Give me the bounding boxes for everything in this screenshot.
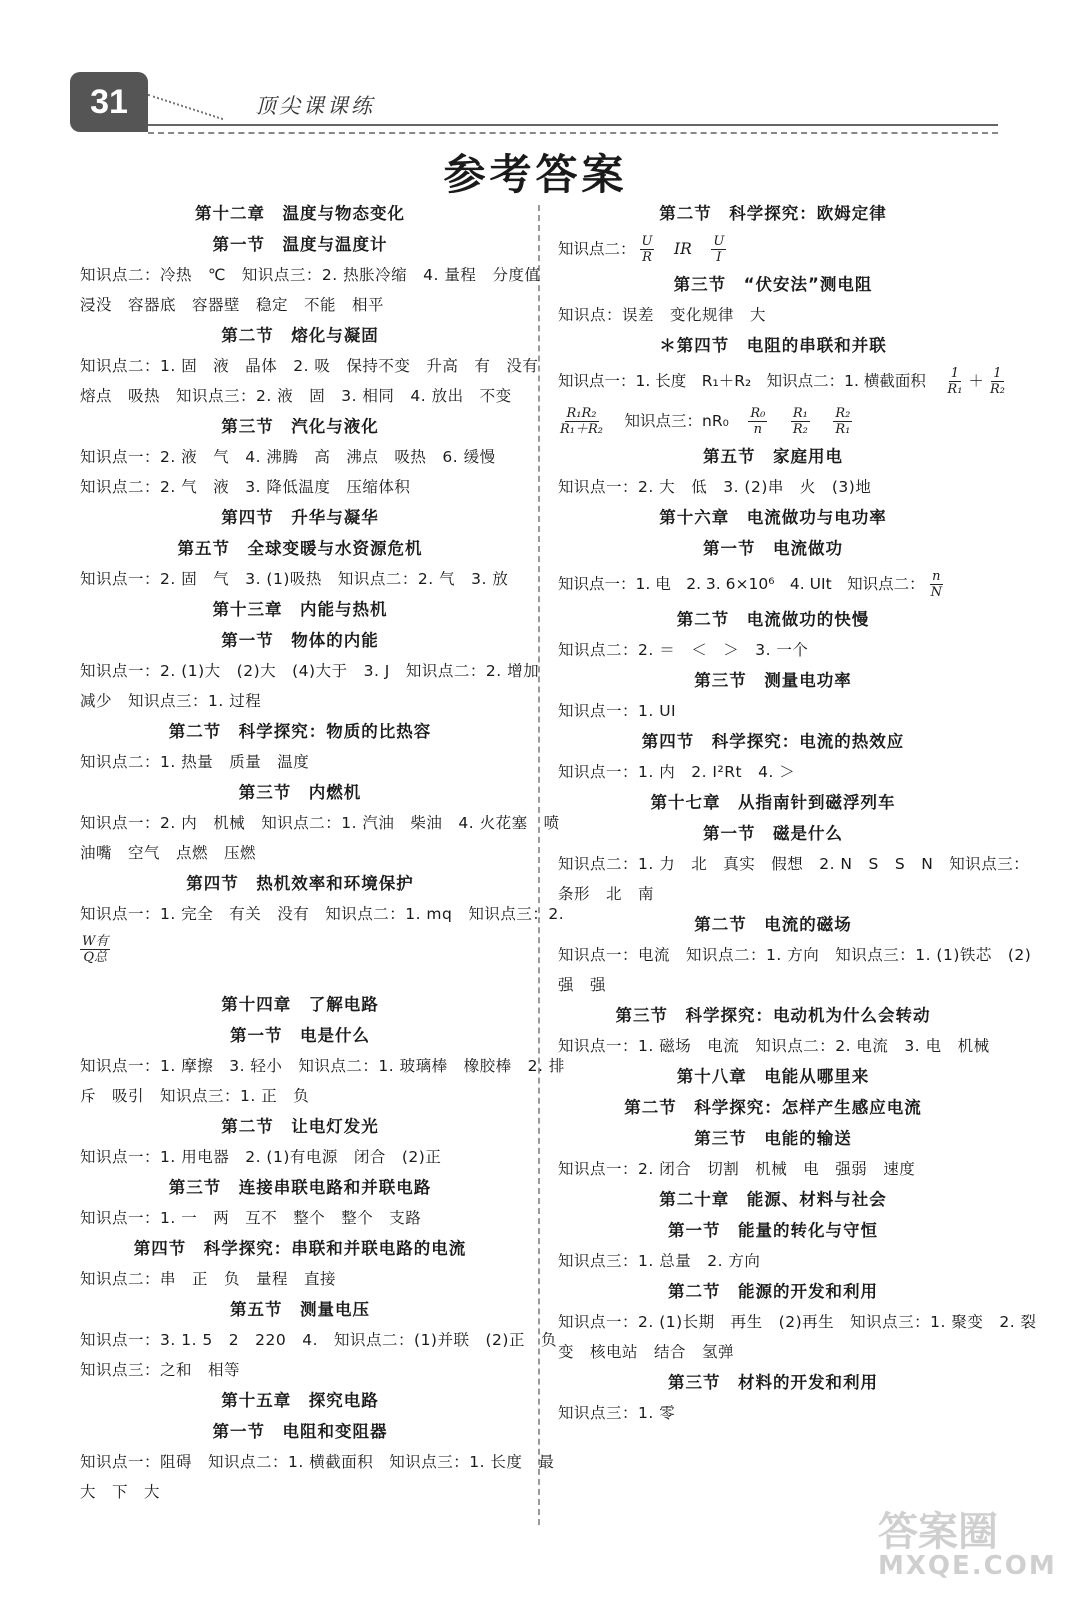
answer-line: 知识点一：1. 一 两 互不 整个 整个 支路 [80,1209,422,1227]
answer-line: 知识点：误差 变化规律 大 [558,306,767,324]
answer-line: 知识点一：2. 大 低 3. (2)串 火 (3)地 [558,478,872,496]
answer-line: 知识点一：阻碍 知识点二：1. 横截面积 知识点三：1. 长度 最 [80,1453,555,1471]
section-heading: 第二节 电流的磁场 [694,915,852,934]
section-heading: 第三节 测量电功率 [694,671,852,690]
answer-line: 知识点三：1. 总量 2. 方向 [558,1252,761,1270]
section-heading: 第三节 材料的开发和利用 [668,1373,878,1392]
fraction-denominator: R₁ [947,382,963,397]
section-heading: 第一节 电是什么 [230,1026,370,1045]
answer-line: 知识点一：2. 固 气 3. (1)吸热 知识点二：2. 气 3. 放 [80,570,509,588]
section-heading: 第三节 内燃机 [238,783,362,802]
section-heading: 第二节 熔化与凝固 [221,326,379,345]
watermark-logo [878,1500,1057,1590]
section-heading: 第五节 全球变暖与水资源危机 [177,539,423,558]
section-heading: 第一节 磁是什么 [703,824,843,843]
section-heading: 第二节 科学探究：怎样产生感应电流 [624,1098,922,1117]
answer-line: 知识点三：1. 零 [558,1404,676,1422]
chapter-heading: 第十六章 电流做功与电功率 [659,508,887,527]
answer-line: 知识点一：2. 液 气 4. 沸腾 高 沸点 吸热 6. 缓慢 [80,448,496,466]
answer-line: 知识点三：之和 相等 [80,1361,241,1379]
answer-line: 知识点一：3. 1. 5 2 220 4. 知识点二：(1)并联 (2)正 负 [80,1331,557,1349]
chapter-heading: 第十五章 探究电路 [221,1391,379,1410]
fraction-denominator: N [930,585,943,600]
fraction-numerator: U [641,234,653,249]
answer-line: 知识点一：1. 用电器 2. (1)有电源 闭合 (2)正 [80,1148,442,1166]
fraction-denominator: R₁ [835,422,851,437]
answer-text: 知识点一：1. 电 2. 3. 6×10⁶ 4. UIt 知识点二： [558,575,925,593]
answer-line: 知识点一：1. 磁场 电流 知识点二：2. 电流 3. 电 机械 [558,1037,990,1055]
fraction-numerator: 1 [950,366,960,381]
answer-line: 知识点一：2. (1)长期 再生 (2)再生 知识点三：1. 聚变 2. 裂 [558,1313,1037,1331]
fraction [558,406,605,437]
fraction [640,234,655,265]
chapter-heading: 第十二章 温度与物态变化 [195,204,405,223]
answer-line: 浸没 容器底 容器壁 稳定 不能 相平 [80,296,385,314]
page-number-badge: 31 [70,72,148,132]
section-heading: 第一节 电流做功 [703,539,843,558]
fraction-denominator: R [642,250,652,265]
column-divider [538,205,540,1525]
watermark-text: 答案圈 [878,1509,998,1555]
section-heading: 第三节 “伏安法”测电阻 [673,275,873,294]
section-heading: ＊第四节 电阻的串联和并联 [659,336,887,355]
answer-line [558,401,988,441]
fraction-denominator: R₂ [792,422,808,437]
section-heading: 第五节 家庭用电 [703,447,843,466]
chapter-heading: 第二十章 能源、材料与社会 [659,1190,887,1209]
watermark-url: MXQE.COM [878,1551,1057,1581]
answer-line: 变 核电站 结合 氢弹 [558,1343,735,1361]
fraction-numerator: n [932,569,941,584]
fraction [80,934,110,965]
fraction-denominator: R₂ [989,382,1005,397]
answer-line: 条形 北 南 [558,885,655,903]
chapter-heading: 第十八章 电能从哪里来 [676,1067,870,1086]
answer-text: 知识点二： [558,240,636,258]
fraction [988,366,1007,397]
answer-line: 知识点二：串 正 负 量程 直接 [80,1270,337,1288]
fraction-denominator: n [753,422,763,437]
answer-line: 知识点一：电流 知识点二：1. 方向 知识点三：1. (1)铁芯 (2) [558,946,1032,964]
header-rule [148,124,998,134]
answer-line: 油嘴 空气 点燃 压燃 [80,844,257,862]
answer-text: 知识点三：nR₀ [624,412,729,430]
answer-line: 知识点一：1. UI [558,702,677,720]
left-column [80,198,565,1507]
fraction [929,569,944,600]
answer-line: 知识点二：冷热 ℃ 知识点三：2. 热胀冷缩 4. 量程 分度值 [80,266,541,284]
answer-line: 知识点二：1. 热量 质量 温度 [80,753,310,771]
fraction-numerator: R₂ [835,406,851,421]
section-heading: 第三节 科学探究：电动机为什么会转动 [615,1006,931,1025]
answer-line: 知识点一：1. 完全 有关 没有 知识点二：1. mq 知识点三：2. [80,905,565,923]
answer-line: 知识点二：1. 固 液 晶体 2. 吸 保持不变 升高 有 没有 [80,357,539,375]
chapter-heading: 第十三章 内能与热机 [212,600,388,619]
chapter-heading: 第十四章 了解电路 [221,995,379,1014]
section-heading: 第一节 电阻和变阻器 [212,1422,388,1441]
section-heading: 第二节 电流做功的快慢 [676,610,870,629]
answer-line: 知识点二：1. 力 北 真实 假想 2. N S S N 知识点三： [558,855,1030,873]
answer-line: 知识点一：1. 摩擦 3. 轻小 知识点二：1. 玻璃棒 橡胶棒 2. 排 [80,1057,565,1075]
section-heading: 第二节 科学探究：物质的比热容 [168,722,432,741]
fraction [833,406,852,437]
fraction [945,366,964,397]
answer-line: 熔点 吸热 知识点三：2. 液 固 3. 相同 4. 放出 不变 [80,387,512,405]
section-heading: 第三节 连接串联电路和并联电路 [168,1178,432,1197]
section-heading: 第四节 热机效率和环境保护 [186,874,414,893]
brand-name: 顶尖课课练 [255,94,375,118]
plus-sign: ＋ [968,372,984,390]
section-heading: 第四节 科学探究：串联和并联电路的电流 [133,1239,467,1258]
answer-line [558,229,988,269]
fraction-numerator: U [713,234,725,249]
fraction-numerator: W有 [82,934,109,949]
fraction-numerator: R₁R₂ [566,406,597,421]
fraction-denominator: I [716,250,722,265]
fraction-numerator: R₁ [792,406,808,421]
section-heading: 第二节 科学探究：欧姆定律 [659,204,887,223]
section-heading: 第四节 科学探究：电流的热效应 [641,732,905,751]
fraction [748,406,767,437]
section-heading: 第二节 能源的开发和利用 [668,1282,878,1301]
answer-line: 知识点一：2. (1)大 (2)大 (4)大于 3. J 知识点二：2. 增加 [80,662,540,680]
section-heading: 第一节 物体的内能 [221,631,379,650]
answer-line [558,564,988,604]
answer-line: 知识点二：2. ＝ ＜ ＞ 3. 一个 [558,641,809,659]
section-heading: 第四节 升华与凝华 [221,508,379,527]
answer-line: 大 下 大 [80,1483,161,1501]
answer-line: 斥 吸引 知识点三：1. 正 负 [80,1087,310,1105]
fraction-numerator: R₀ [750,406,766,421]
right-column [558,198,1037,1428]
answer-line: 知识点一：2. 内 机械 知识点二：1. 汽油 柴油 4. 火花塞 喷 [80,814,560,832]
answer-text: IR [674,240,692,258]
answer-line [558,361,1005,401]
chapter-heading: 第十七章 从指南针到磁浮列车 [650,793,896,812]
page-header [0,0,1071,150]
section-heading: 第五节 测量电压 [230,1300,370,1319]
answer-line: 知识点一：2. 闭合 切割 机械 电 强弱 速度 [558,1160,916,1178]
section-heading: 第二节 让电灯发光 [221,1117,379,1136]
section-heading: 第三节 电能的输送 [694,1129,852,1148]
section-heading: 第一节 能量的转化与守恒 [668,1221,878,1240]
answer-line [80,929,520,969]
section-heading: 第一节 温度与温度计 [212,235,388,254]
answer-line: 知识点一：1. 内 2. I²Rt 4. ＞ [558,763,796,781]
fraction [711,234,726,265]
answer-line: 减少 知识点三：1. 过程 [80,692,262,710]
section-heading: 第三节 汽化与液化 [221,417,379,436]
answer-line: 强 强 [558,976,607,994]
page-title: 参考答案 [443,150,628,199]
fraction-denominator: R₁＋R₂ [560,422,603,437]
fraction-numerator: 1 [993,366,1002,381]
fraction-denominator: Q总 [83,950,108,965]
answer-line: 知识点二：2. 气 液 3. 降低温度 压缩体积 [80,478,411,496]
spacer [80,969,520,989]
answer-text: 知识点一：1. 长度 R₁＋R₂ 知识点二：1. 横截面积 [558,372,926,390]
fraction [791,406,810,437]
